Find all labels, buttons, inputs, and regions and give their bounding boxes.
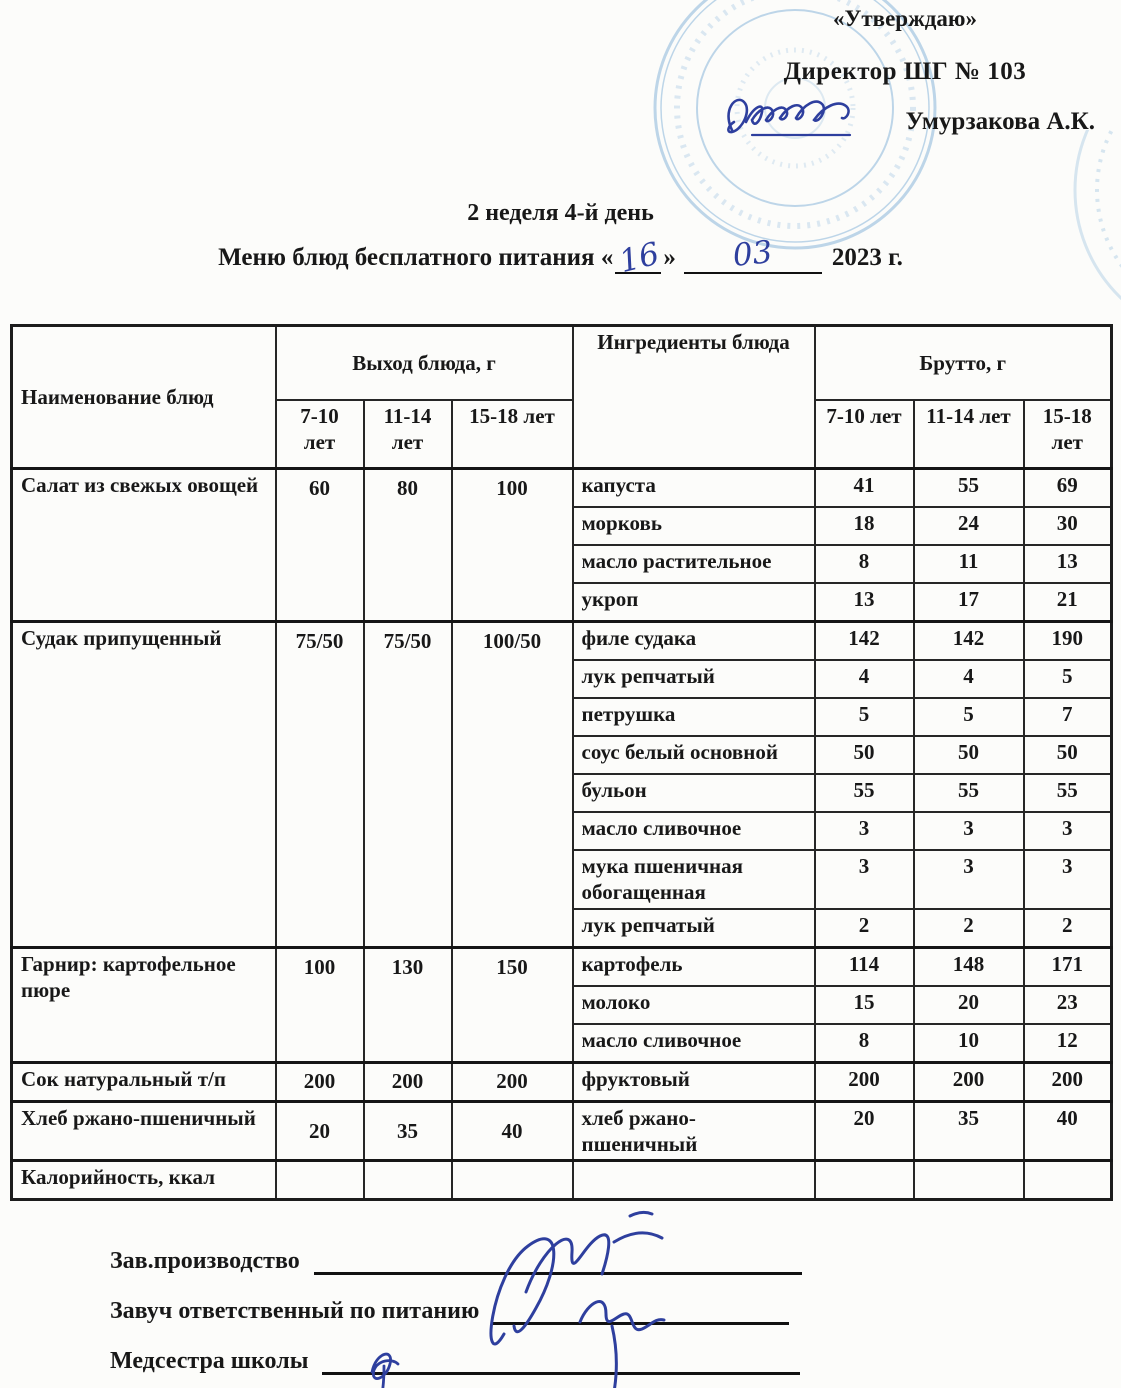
signature-label-school-nurse: Медсестра школы bbox=[110, 1348, 309, 1374]
output-value-cell: 200 bbox=[276, 1062, 364, 1101]
brutto-value-cell: 35 bbox=[914, 1101, 1024, 1161]
output-value-cell: 40 bbox=[452, 1101, 573, 1161]
brutto-value-cell: 11 bbox=[914, 545, 1024, 583]
brutto-value-cell: 17 bbox=[914, 583, 1024, 622]
brutto-value-cell: 20 bbox=[914, 986, 1024, 1024]
signature-line bbox=[322, 1346, 800, 1375]
output-value-cell: 20 bbox=[276, 1101, 364, 1161]
dish-name-cell: Сок натуральный т/п bbox=[12, 1062, 276, 1101]
brutto-value-cell: 18 bbox=[815, 507, 914, 545]
table-row bbox=[12, 469, 1112, 508]
brutto-value-cell: 41 bbox=[815, 469, 914, 508]
ingredient-name-cell: капуста bbox=[573, 469, 815, 508]
brutto-value-cell: 24 bbox=[914, 507, 1024, 545]
header-dish-name: Наименование блюд bbox=[12, 326, 276, 469]
brutto-value-cell: 2 bbox=[914, 909, 1024, 948]
output-value-cell bbox=[276, 1161, 364, 1200]
output-value-cell bbox=[364, 1161, 452, 1200]
brutto-value-cell: 55 bbox=[914, 469, 1024, 508]
brutto-value-cell: 200 bbox=[1024, 1062, 1112, 1101]
brutto-value-cell: 3 bbox=[1024, 812, 1112, 850]
output-value-cell: 80 bbox=[364, 469, 452, 622]
header-age-7-10: 7-10 лет bbox=[815, 400, 914, 469]
brutto-value-cell: 8 bbox=[815, 1024, 914, 1063]
ingredient-name-cell: фруктовый bbox=[573, 1062, 815, 1101]
table-row bbox=[12, 1161, 1112, 1200]
brutto-value-cell: 200 bbox=[914, 1062, 1024, 1101]
month-blank bbox=[684, 234, 822, 274]
approval-block bbox=[715, 6, 1095, 140]
output-value-cell: 130 bbox=[364, 947, 452, 1062]
brutto-value-cell: 12 bbox=[1024, 1024, 1112, 1063]
dish-name-cell: Салат из свежых овощей bbox=[12, 469, 276, 622]
brutto-value-cell: 50 bbox=[1024, 736, 1112, 774]
quote-close: » bbox=[663, 244, 676, 271]
output-value-cell: 75/50 bbox=[364, 622, 452, 948]
brutto-value-cell: 5 bbox=[914, 698, 1024, 736]
ingredient-name-cell: молоко bbox=[573, 986, 815, 1024]
brutto-value-cell: 4 bbox=[815, 660, 914, 698]
brutto-value-cell: 5 bbox=[1024, 660, 1112, 698]
table-row bbox=[12, 622, 1112, 661]
brutto-value-cell: 13 bbox=[815, 583, 914, 622]
ingredient-name-cell: лук репчатый bbox=[573, 660, 815, 698]
brutto-value-cell: 20 bbox=[815, 1101, 914, 1161]
output-value-cell: 75/50 bbox=[276, 622, 364, 948]
menu-table bbox=[10, 324, 1113, 1201]
brutto-value-cell: 55 bbox=[815, 774, 914, 812]
director-title: Директор ШГ № 103 bbox=[783, 58, 1027, 85]
brutto-value-cell: 3 bbox=[815, 812, 914, 850]
day-blank bbox=[615, 235, 663, 281]
brutto-value-cell: 15 bbox=[815, 986, 914, 1024]
output-value-cell: 60 bbox=[276, 469, 364, 622]
brutto-value-cell bbox=[1024, 1161, 1112, 1200]
signature-block bbox=[110, 1246, 1050, 1388]
dish-name-cell: Хлеб ржано-пшеничный bbox=[12, 1101, 276, 1161]
output-value-cell: 35 bbox=[364, 1101, 452, 1161]
signature-row bbox=[110, 1246, 1050, 1275]
ingredient-name-cell: мука пшеничная обогащенная bbox=[573, 850, 815, 909]
signature-label-deputy-head: Завуч ответственный по питанию bbox=[110, 1298, 480, 1324]
approve-label: «Утверждаю» bbox=[833, 6, 977, 31]
brutto-value-cell: 2 bbox=[1024, 909, 1112, 948]
brutto-value-cell: 2 bbox=[815, 909, 914, 948]
director-name: Умурзакова А.К. bbox=[905, 108, 1095, 135]
header-age-11-14: 11-14 лет bbox=[364, 400, 452, 469]
table-row bbox=[12, 947, 1112, 986]
brutto-value-cell: 40 bbox=[1024, 1101, 1112, 1161]
brutto-value-cell: 30 bbox=[1024, 507, 1112, 545]
brutto-value-cell bbox=[914, 1161, 1024, 1200]
header-age-7-10: 7-10 лет bbox=[276, 400, 364, 469]
brutto-value-cell: 50 bbox=[815, 736, 914, 774]
output-value-cell: 100 bbox=[276, 947, 364, 1062]
year-suffix: 2023 г. bbox=[831, 244, 903, 271]
handwritten-day: 16 bbox=[615, 235, 663, 281]
ingredient-name-cell: соус белый основной bbox=[573, 736, 815, 774]
header-age-15-18: 15-18 лет bbox=[1024, 400, 1112, 469]
brutto-value-cell: 3 bbox=[914, 850, 1024, 909]
output-value-cell: 200 bbox=[364, 1062, 452, 1101]
brutto-value-cell: 3 bbox=[815, 850, 914, 909]
dish-name-cell: Судак припущенный bbox=[12, 622, 276, 948]
brutto-value-cell: 5 bbox=[815, 698, 914, 736]
ingredient-name-cell: картофель bbox=[573, 947, 815, 986]
header-brutto-group: Брутто, г bbox=[815, 326, 1112, 401]
ingredient-name-cell bbox=[573, 1161, 815, 1200]
output-value-cell bbox=[452, 1161, 573, 1200]
menu-title-prefix: Меню блюд бесплатного питания « bbox=[218, 244, 614, 271]
header-ingredients: Ингредиенты блюда bbox=[573, 326, 815, 469]
brutto-value-cell: 23 bbox=[1024, 986, 1112, 1024]
ingredient-name-cell: хлеб ржано-пшеничный bbox=[573, 1101, 815, 1161]
header-age-11-14: 11-14 лет bbox=[914, 400, 1024, 469]
ingredient-name-cell: филе судака bbox=[573, 622, 815, 661]
ingredient-name-cell: масло сливочное bbox=[573, 812, 815, 850]
brutto-value-cell: 21 bbox=[1024, 583, 1112, 622]
output-value-cell: 150 bbox=[452, 947, 573, 1062]
signature-row bbox=[110, 1296, 1050, 1325]
brutto-value-cell: 190 bbox=[1024, 622, 1112, 661]
brutto-value-cell: 4 bbox=[914, 660, 1024, 698]
ingredient-name-cell: морковь bbox=[573, 507, 815, 545]
signature-label-production-manager: Зав.производство bbox=[110, 1248, 300, 1274]
brutto-value-cell: 69 bbox=[1024, 469, 1112, 508]
title-block bbox=[0, 200, 1121, 281]
signature-line bbox=[493, 1296, 789, 1325]
dish-name-cell: Гарнир: картофельное пюре bbox=[12, 947, 276, 1062]
dish-name-cell: Калорийность, ккал bbox=[12, 1161, 276, 1200]
table-row bbox=[12, 1101, 1112, 1161]
table-row bbox=[12, 1062, 1112, 1101]
ingredient-name-cell: масло сливочное bbox=[573, 1024, 815, 1063]
output-value-cell: 200 bbox=[452, 1062, 573, 1101]
ingredient-name-cell: лук репчатый bbox=[573, 909, 815, 948]
ingredient-name-cell: петрушка bbox=[573, 698, 815, 736]
menu-table-body bbox=[12, 469, 1112, 1200]
brutto-value-cell: 171 bbox=[1024, 947, 1112, 986]
brutto-value-cell: 142 bbox=[914, 622, 1024, 661]
brutto-value-cell: 10 bbox=[914, 1024, 1024, 1063]
header-age-15-18: 15-18 лет bbox=[452, 400, 573, 469]
brutto-value-cell: 8 bbox=[815, 545, 914, 583]
brutto-value-cell: 50 bbox=[914, 736, 1024, 774]
ingredient-name-cell: укроп bbox=[573, 583, 815, 622]
output-value-cell: 100/50 bbox=[452, 622, 573, 948]
brutto-value-cell: 7 bbox=[1024, 698, 1112, 736]
brutto-value-cell: 13 bbox=[1024, 545, 1112, 583]
output-value-cell: 100 bbox=[452, 469, 573, 622]
header-output-group: Выход блюда, г bbox=[276, 326, 573, 401]
signature-row bbox=[110, 1346, 1050, 1375]
handwritten-month: 03 bbox=[731, 234, 775, 274]
menu-title bbox=[0, 234, 1121, 281]
brutto-value-cell: 142 bbox=[815, 622, 914, 661]
brutto-value-cell: 3 bbox=[1024, 850, 1112, 909]
brutto-value-cell: 148 bbox=[914, 947, 1024, 986]
brutto-value-cell: 55 bbox=[914, 774, 1024, 812]
week-day-title: 2 неделя 4-й день bbox=[467, 200, 654, 226]
brutto-value-cell bbox=[815, 1161, 914, 1200]
brutto-value-cell: 55 bbox=[1024, 774, 1112, 812]
ingredient-name-cell: масло растительное bbox=[573, 545, 815, 583]
brutto-value-cell: 200 bbox=[815, 1062, 914, 1101]
ingredient-name-cell: бульон bbox=[573, 774, 815, 812]
signature-line bbox=[314, 1246, 802, 1275]
brutto-value-cell: 3 bbox=[914, 812, 1024, 850]
director-signature bbox=[722, 90, 900, 140]
brutto-value-cell: 114 bbox=[815, 947, 914, 986]
